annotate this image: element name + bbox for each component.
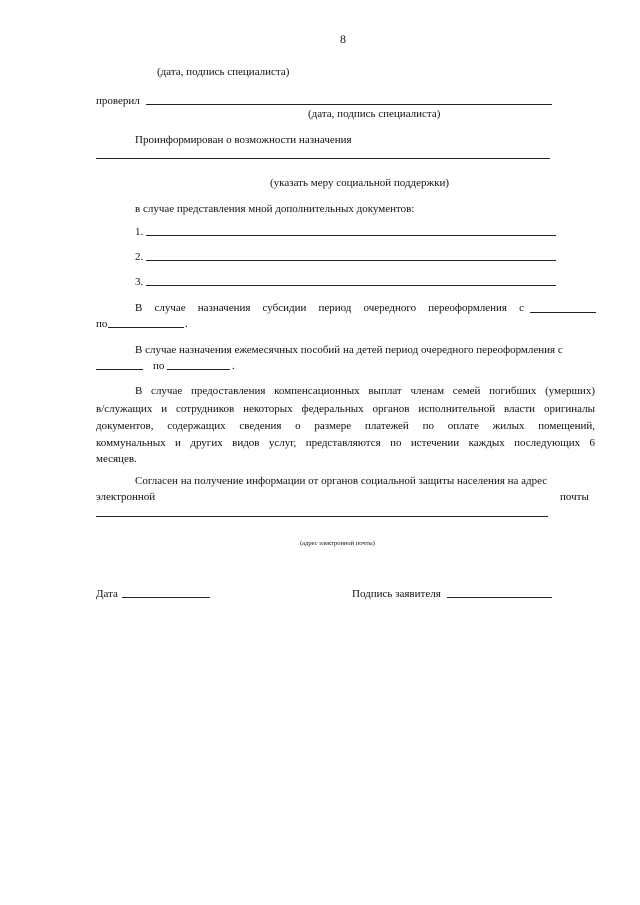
- doc-item-2-line[interactable]: [146, 260, 556, 261]
- consent-electronic-label: электронной: [96, 491, 156, 503]
- applicant-signature-label: Подпись заявителя: [352, 588, 441, 600]
- email-address-line[interactable]: [96, 516, 548, 517]
- child-benefits-end-dot: .: [232, 360, 235, 372]
- compensation-line-1: В случае предоставления компенсационных выплат членам семей погибших (умерших): [135, 385, 595, 397]
- doc-item-3-line[interactable]: [146, 285, 556, 286]
- subsidy-text: В случае назначения субсидии период очередного переоформления с: [135, 302, 524, 314]
- child-benefits-text: В случае назначения ежемесячных пособий на детей период очередного переоформления с: [135, 344, 563, 356]
- informed-text: Проинформирован о возможности назначения: [135, 134, 352, 146]
- compensation-line-4: коммунальных и других видов услуг, представляются по истечении каждых последующих 6: [96, 437, 595, 449]
- doc-item-2-number: 2.: [135, 251, 144, 263]
- compensation-line-5: месяцев.: [96, 453, 137, 465]
- child-benefits-from-line[interactable]: [96, 369, 143, 370]
- checked-signature-note: (дата, подпись специалиста): [308, 108, 441, 120]
- page-number: 8: [340, 32, 346, 46]
- email-address-note: (адрес электронной почты): [300, 540, 375, 547]
- additional-docs-intro: в случае представления мной дополнительных документов:: [135, 203, 415, 215]
- specialist-signature-note: (дата, подпись специалиста): [157, 66, 290, 78]
- child-benefits-to-line[interactable]: [167, 369, 230, 370]
- support-measure-line[interactable]: [96, 158, 550, 159]
- child-benefits-po-label: по: [153, 360, 165, 372]
- date-line[interactable]: [122, 597, 210, 598]
- applicant-signature-line[interactable]: [447, 597, 552, 598]
- subsidy-po-label: по: [96, 318, 108, 330]
- checked-signature-line[interactable]: [146, 104, 552, 105]
- subsidy-to-line[interactable]: [108, 327, 184, 328]
- consent-text: Согласен на получение информации от органов социальной защиты населения на адрес: [135, 475, 548, 487]
- compensation-line-2: в/служащих и сотрудников некоторых федеральных органов исполнительной власти оригиналы: [96, 403, 595, 415]
- checked-label: проверил: [96, 95, 140, 107]
- support-measure-note: (указать меру социальной поддержки): [270, 177, 449, 189]
- consent-mail-label: почты: [560, 491, 589, 503]
- date-label: Дата: [96, 588, 118, 600]
- compensation-line-3: документов, содержащих сведения о размере платежей по оплате жилых помещений,: [96, 420, 595, 432]
- doc-item-1-line[interactable]: [146, 235, 556, 236]
- doc-item-3-number: 3.: [135, 276, 144, 288]
- doc-item-1-number: 1.: [135, 226, 144, 238]
- subsidy-end-dot: .: [185, 318, 188, 330]
- subsidy-from-line[interactable]: [530, 312, 596, 313]
